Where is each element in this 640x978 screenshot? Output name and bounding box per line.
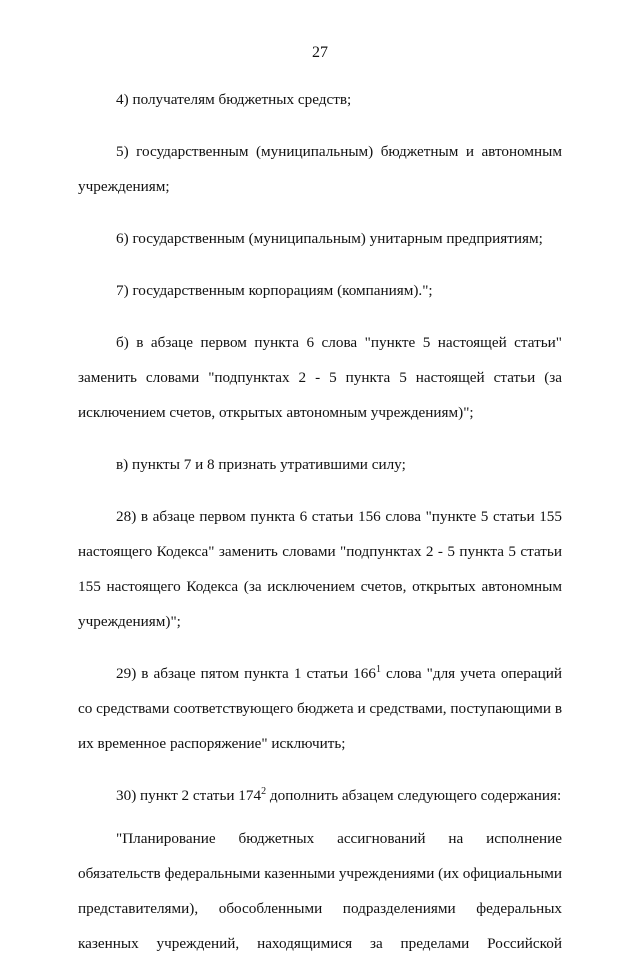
- paragraph-item-7: 7) государственным корпорациям (компаниям).";: [116, 282, 433, 299]
- document-body: [78, 82, 562, 978]
- paragraph-item-6: 6) государственным (муниципальным) унитарным предприятиям;: [116, 230, 543, 247]
- article-superscript: 1: [375, 663, 381, 675]
- page-number: 27: [312, 44, 328, 61]
- paragraph-item-28: 28) в абзаце первом пункта 6 статьи 156 слова "пункте 5 статьи 155 настоящего Кодекса" заменить словами "подпунктах 2 - 5 пункта 5 статьи 155 настоящего Кодекса (за исключением счетов, открытых автономным учреждениям)";: [78, 508, 562, 630]
- quoted-new-paragraph: "Планирование бюджетных ассигнований на исполнение обязательств федеральными казенными учреждениями (их официальными представителями), обособленными подразделениями федеральных казенных учреждений, находящимися за пределами Российской: [78, 830, 562, 952]
- article-superscript: 2: [261, 785, 267, 797]
- paragraph-item-4: 4) получателям бюджетных средств;: [116, 91, 352, 108]
- paragraph-subitem-b: б) в абзаце первом пункта 6 слова "пункте 5 настоящей статьи" заменить словами "подпунктах 2 - 5 пункта 5 настоящей статьи (за исключением счетов, открытых автономным учреждениям)";: [78, 334, 562, 421]
- paragraph-subitem-v: в) пункты 7 и 8 признать утратившими силу;: [116, 456, 406, 473]
- paragraph-item-30: [78, 778, 562, 813]
- paragraph-item-29-text-start: 29) в абзаце пятом пункта 1 статьи 166: [116, 665, 376, 682]
- paragraph-item-29: [78, 656, 562, 761]
- paragraph-item-29-text-end: слова "для учета операций со средствами соответствующего бюджета и средствами, поступающими в их временное распоряжение" исключить;: [78, 665, 563, 752]
- paragraph-item-5: 5) государственным (муниципальным) бюджетным и автономным учреждениям;: [78, 143, 562, 195]
- paragraph-item-30-text-end: дополнить абзацем следующего содержания:: [266, 787, 562, 804]
- paragraph-item-30-text-start: 30) пункт 2 статьи 174: [116, 787, 262, 804]
